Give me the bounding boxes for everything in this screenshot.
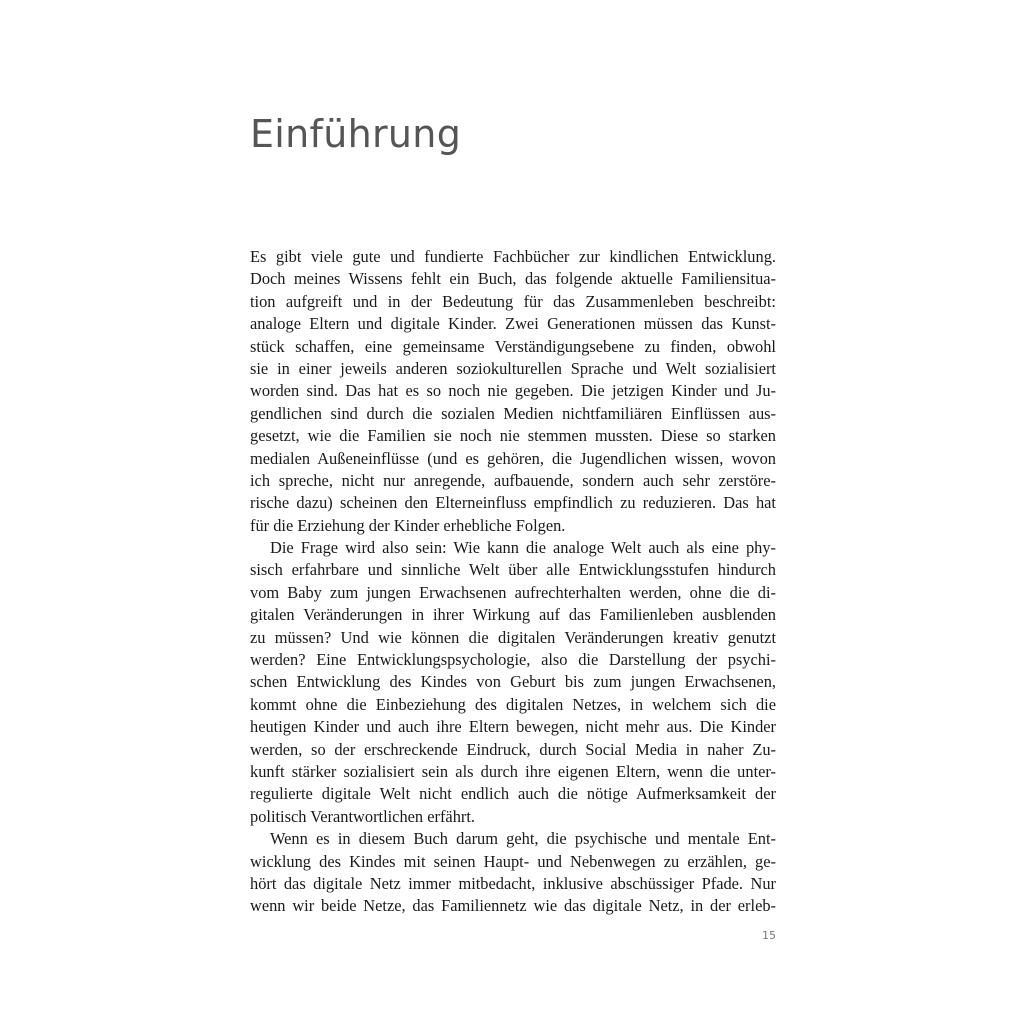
text-line: gendlichen sind durch die sozialen Medien nichtfamiliären Einflüssen aus-: [250, 403, 776, 423]
text-line: heutigen Kinder und auch ihre Eltern bewegen, nicht mehr aus. Die Kinder: [250, 717, 776, 737]
text-line: regulierte digitale Welt nicht endlich auch die nötige Aufmerksamkeit der: [250, 784, 776, 804]
text-line: hört das digitale Netz immer mitbedacht, inklusive abschüssiger Pfade. Nur: [250, 873, 776, 893]
text-line: rische dazu) scheinen den Elterneinfluss empfindlich zu reduzieren. Das hat: [250, 493, 776, 513]
text-line: wenn wir beide Netze, das Familiennetz wie das digitale Netz, in der erleb-: [250, 896, 776, 916]
text-line: sisch erfahrbare und sinnliche Welt über alle Entwicklungsstufen hindurch: [250, 560, 776, 580]
text-line: schen Entwicklung des Kindes von Geburt bis zum jungen Erwachsenen,: [250, 672, 776, 692]
text-line: stück schaffen, eine gemeinsame Verständigungsebene zu finden, obwohl: [250, 336, 776, 356]
text-line: analoge Eltern und digitale Kinder. Zwei Generationen müssen das Kunst-: [250, 314, 776, 334]
text-line: Die Frage wird also sein: Wie kann die analoge Welt auch als eine phy-: [270, 538, 776, 558]
text-line: wicklung des Kindes mit seinen Haupt- und Nebenwegen zu erzählen, ge-: [250, 851, 776, 871]
text-line: gesetzt, wie die Familien sie noch nie stemmen mussten. Diese so starken: [250, 426, 776, 446]
text-line: werden? Eine Entwicklungspsychologie, also die Darstellung der psychi-: [250, 650, 776, 670]
text-line: kommt ohne die Einbeziehung des digitalen Netzes, in welchem sich die: [250, 694, 776, 714]
text-line: gitalen Veränderungen in ihrer Wirkung auf das Familienleben ausblenden: [250, 605, 776, 625]
text-line: worden sind. Das hat es so noch nie gegeben. Die jetzigen Kinder und Ju-: [250, 381, 776, 401]
paragraph: [250, 537, 776, 828]
page-number: 15: [762, 929, 776, 942]
text-line: medialen Außeneinflüsse (und es gehören, die Jugendlichen wissen, wovon: [250, 448, 776, 468]
text-line: kunft stärker sozialisiert sein als durch ihre eigenen Eltern, wenn die unter-: [250, 761, 776, 781]
text-line: für die Erziehung der Kinder erhebliche Folgen.: [250, 515, 566, 535]
text-line: Es gibt viele gute und fundierte Fachbücher zur kindlichen Entwicklung.: [250, 247, 776, 266]
text-line: politisch Verantwortlichen erfährt.: [250, 806, 475, 826]
text-line: Wenn es in diesem Buch darum geht, die psychische und mentale Ent-: [270, 829, 776, 849]
text-line: Doch meines Wissens fehlt ein Buch, das folgende aktuelle Familiensitua-: [250, 269, 776, 289]
paragraph: [250, 828, 776, 918]
text-line: tion aufgreift und in der Bedeutung für das Zusammenleben beschreibt:: [250, 291, 776, 311]
body-text: [250, 246, 776, 918]
text-line: ich spreche, nicht nur anregende, aufbauende, sondern auch sehr zerstöre-: [250, 470, 776, 490]
chapter-title: Einführung: [250, 112, 462, 156]
text-line: vom Baby zum jungen Erwachsenen aufrechterhalten werden, ohne die di-: [250, 582, 776, 602]
text-line: werden, so der erschreckende Eindruck, durch Social Media in naher Zu-: [250, 739, 776, 759]
paragraph: [250, 246, 776, 537]
text-line: zu müssen? Und wie können die digitalen Veränderungen kreativ genutzt: [250, 627, 776, 647]
text-line: sie in einer jeweils anderen soziokulturellen Sprache und Welt sozialisiert: [250, 358, 776, 378]
